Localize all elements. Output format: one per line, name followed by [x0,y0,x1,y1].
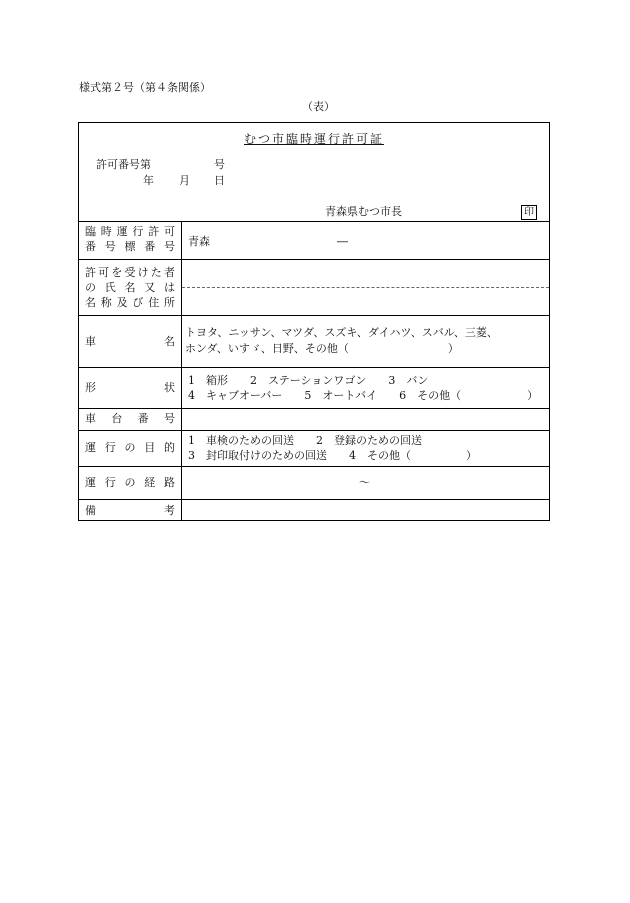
vehicle-makers-line1: トヨタ、ニッサン、マツダ、スズキ、ダイハツ、スバル、三菱、 [185,326,498,339]
chassis-number-label: 車 台 番 号 [85,412,175,425]
row-divider [79,499,549,500]
purpose-label: 運 行 の 目 的 [85,441,175,454]
date-year: 年 [143,174,154,187]
form-number: 様式第２号（第４条関係） [79,81,211,94]
purpose-options-line2: 3 封印取付けのための回送 4 その他（ ） [188,449,477,462]
plate-label-line1: 臨 時 運 行 許 可 [85,225,175,238]
date-month: 月 [179,174,190,187]
plate-region: 青森 [188,235,210,248]
plate-label-line2: 番 号 標 番 号 [85,240,175,253]
permit-number-prefix: 許可番号第 [96,158,151,171]
row-divider [79,221,549,222]
remarks-label: 備 考 [85,504,175,517]
date-day: 日 [214,174,225,187]
row-divider [79,430,549,431]
permit-number-suffix: 号 [214,158,225,171]
seal-stamp: 印 [521,205,537,220]
route-tilde: ～ [359,476,370,489]
holder-label-line3: 名 称 及 び 住 所 [85,296,175,309]
row-divider [79,408,549,409]
form-title: むつ市臨時運行許可証 [243,132,384,146]
plate-dash: ― [337,235,348,248]
holder-label-line2: の 氏 名 又 は [85,281,175,294]
shape-options-line1: 1 箱形 2 ステーションワゴン 3 バン [188,374,429,387]
row-divider [79,466,549,467]
row-divider [79,315,549,316]
issuer: 青森県むつ市長 [325,205,402,218]
purpose-options-line1: 1 車検のための回送 2 登録のための回送 [188,434,422,447]
vehicle-makers-line2: ホンダ、いすゞ、日野、その他（ ） [185,342,459,355]
shape-options-line2: 4 キャブオーバー 5 オートバイ 6 その他（ ） [188,389,539,402]
side-indicator: （表） [302,100,335,113]
route-label: 運 行 の 経 路 [85,476,175,489]
column-divider [181,221,182,521]
row-divider [79,259,549,260]
holder-label-line1: 許 可 を 受 け た 者 [85,266,175,279]
shape-label: 形 状 [85,381,175,394]
row-divider [79,367,549,368]
vehicle-name-label: 車 名 [85,335,175,348]
permit-form [78,122,550,521]
dashed-divider [182,287,549,288]
